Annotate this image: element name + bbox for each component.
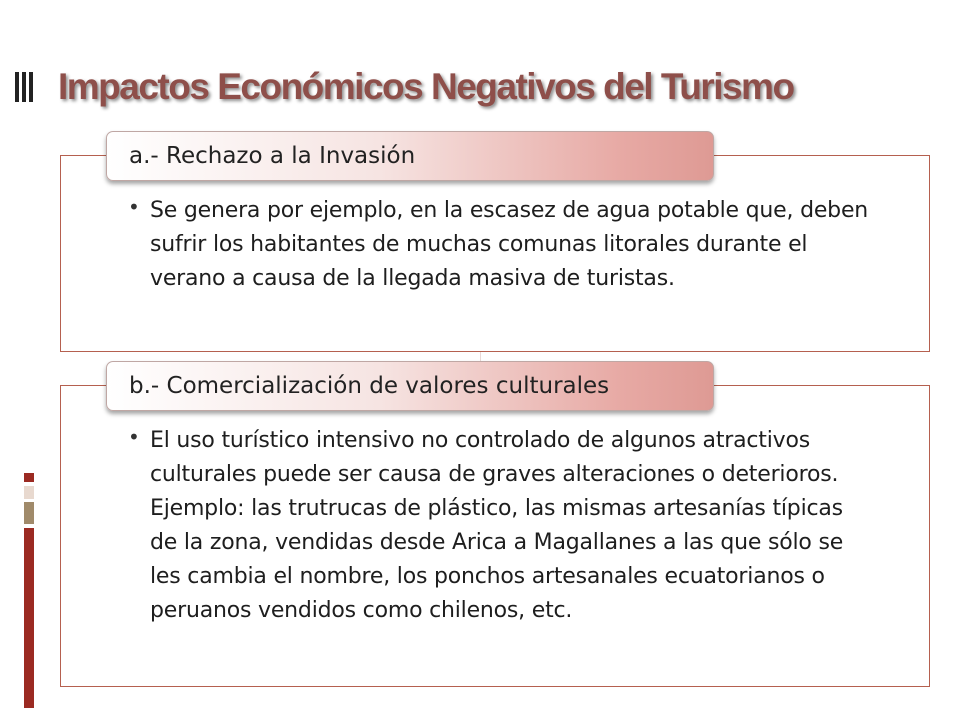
section-text-rechazo: Se genera por ejemplo, en la escasez de agua potable que, deben sufrir los habitantes de muchas comunas litorales durante el verano a causa de la llegada masiva de turistas. <box>150 198 869 291</box>
section-body-rechazo <box>128 194 870 296</box>
bullet-icon: • <box>128 425 140 449</box>
title-marker-icon <box>15 72 45 102</box>
section-text-comercializacion: El uso turístico intensivo no controlado de algunos atractivos culturales puede ser causa de graves alteraciones o deterioros. Ejemplo: las trutrucas de plástico, las mismas artesanías típicas de la zona, vendidas desde Arica a Magallanes a las que sólo se les cambia el nombre, los ponchos artesanales ecuatorianos o peruanos vendidos como chilenos, etc. <box>150 428 844 623</box>
section-header-rechazo: a.- Rechazo a la Invasión <box>106 131 714 181</box>
slide-title: Impactos Económicos Negativos del Turismo <box>58 66 794 107</box>
section-header-comercializacion: b.- Comercialización de valores culturales <box>106 361 714 411</box>
section-body-comercializacion <box>128 424 870 628</box>
bullet-icon: • <box>128 195 140 219</box>
